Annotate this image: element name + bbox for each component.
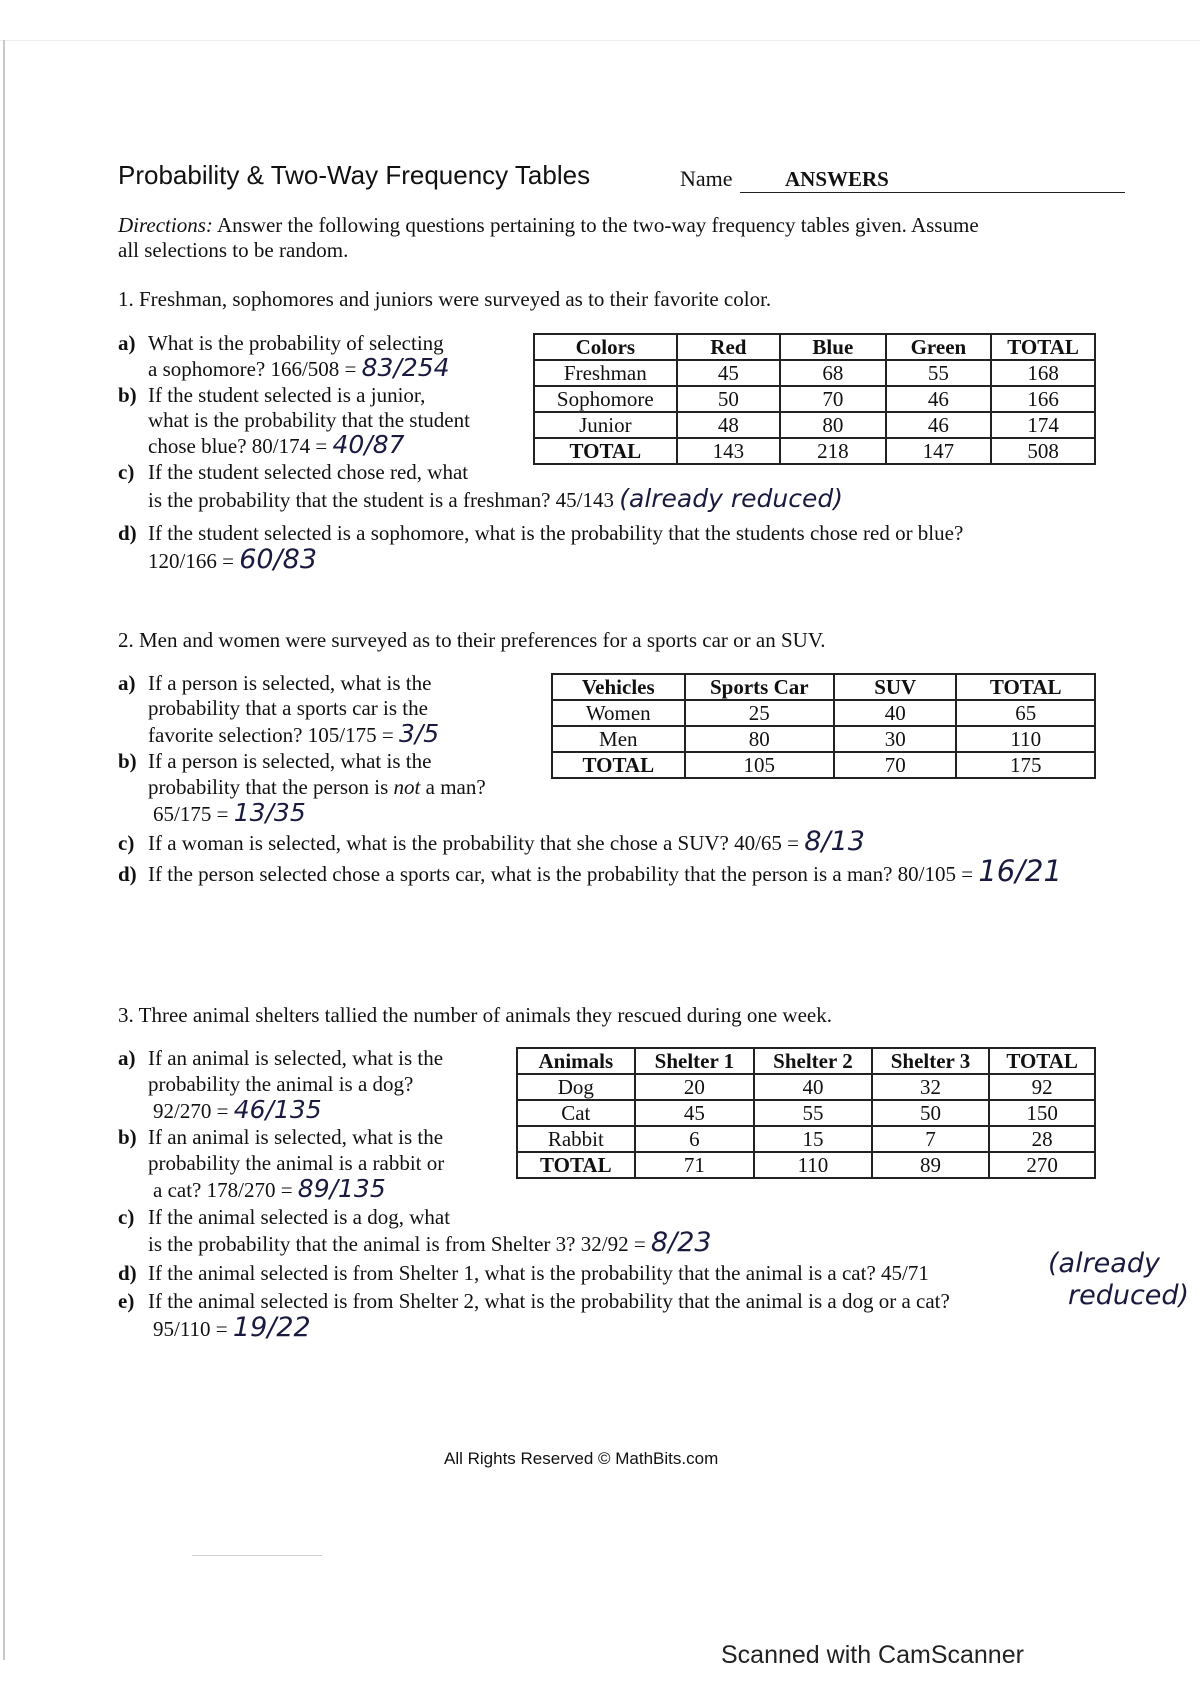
table-cell: 71 — [635, 1152, 755, 1178]
q3d-handwritten-answer-1: (already — [1048, 1248, 1160, 1279]
q2d-label: d) — [118, 862, 137, 886]
name-label: Name — [680, 166, 733, 191]
table-cell: 143 — [677, 438, 780, 464]
q1d-line-2 — [148, 544, 317, 575]
table-cell: 7 — [872, 1126, 990, 1152]
table-header-cell: TOTAL — [991, 334, 1095, 360]
table-cell: 20 — [635, 1074, 755, 1100]
table-header-cell: TOTAL — [956, 674, 1095, 700]
table-cell: 32 — [872, 1074, 990, 1100]
table-cell: 55 — [754, 1100, 872, 1126]
q2a-text-1: If a person is selected, what is the — [148, 671, 432, 695]
table-header-cell: SUV — [834, 674, 956, 700]
q3d-label: d) — [118, 1261, 137, 1285]
q3b-handwritten-answer: 89/135 — [297, 1174, 386, 1203]
q1d-text-1: If the student selected is a sophomore, what is the probability that the students chose red or blue? — [148, 521, 964, 545]
q2b-line-3 — [153, 800, 306, 827]
q3b-line-3 — [153, 1176, 386, 1203]
table-header-cell: Shelter 3 — [872, 1048, 990, 1074]
q3e-line-2 — [153, 1312, 311, 1343]
q2a-text-3: favorite selection? 105/175 = — [148, 723, 394, 747]
colors-table-body — [534, 334, 1095, 464]
worksheet-title: Probability & Two-Way Frequency Tables — [118, 160, 591, 190]
table-cell: 92 — [989, 1074, 1095, 1100]
table-cell: 30 — [834, 726, 956, 752]
q3b-label: b) — [118, 1125, 137, 1149]
animals-frequency-table — [516, 1047, 1096, 1179]
q2b-text-3: 65/175 = — [153, 802, 229, 826]
table-cell: TOTAL — [552, 752, 685, 778]
q3e-handwritten-answer: 19/22 — [232, 1312, 311, 1343]
table-row — [517, 1152, 1095, 1178]
table-cell: 45 — [677, 360, 780, 386]
table-cell: 55 — [886, 360, 992, 386]
table-cell: 46 — [886, 386, 992, 412]
q3a-text-3: 92/270 = — [153, 1099, 229, 1123]
q3c-label: c) — [118, 1205, 135, 1229]
q2a-line-3 — [148, 721, 439, 748]
table-row — [534, 386, 1095, 412]
q3-intro: 3. Three animal shelters tallied the number of animals they rescued during one week. — [118, 1003, 832, 1027]
q1a-line-2 — [148, 355, 450, 382]
table-header-row — [517, 1048, 1095, 1074]
table-cell: Cat — [517, 1100, 635, 1126]
q1d-text-2: 120/166 = — [148, 549, 234, 573]
table-cell: 68 — [780, 360, 885, 386]
q1a-text-1: What is the probability of selecting — [148, 331, 444, 355]
table-cell: 80 — [685, 726, 834, 752]
table-cell: Rabbit — [517, 1126, 635, 1152]
table-cell: 150 — [989, 1100, 1095, 1126]
q2a-line-2: probability that a sports car is the — [148, 696, 428, 720]
directions-line-1 — [118, 212, 979, 238]
vehicles-frequency-table — [551, 673, 1096, 779]
table-cell: 168 — [991, 360, 1095, 386]
q3e-text-1: If the animal selected is from Shelter 2, what is the probability that the animal is a dog or a cat? — [148, 1289, 950, 1313]
q1d-label: d) — [118, 521, 137, 545]
directions-label: Directions: — [118, 213, 213, 237]
q1b-line-1 — [118, 382, 425, 408]
table-cell: 50 — [872, 1100, 990, 1126]
colors-frequency-table — [533, 333, 1096, 465]
q1a-text-2: a sophomore? 166/508 = — [148, 357, 357, 381]
q2c-label: c) — [118, 831, 135, 855]
table-row — [517, 1074, 1095, 1100]
q1c-line-1 — [118, 459, 468, 485]
camscanner-watermark: Scanned with CamScanner — [721, 1641, 1024, 1669]
table-cell: 89 — [872, 1152, 990, 1178]
q1c-text-1: If the student selected chose red, what — [148, 460, 469, 484]
table-cell: 6 — [635, 1126, 755, 1152]
q1b-text-1: If the student selected is a junior, — [148, 383, 426, 407]
q1c-handwritten-answer: (already reduced) — [619, 484, 843, 513]
q2b-label: b) — [118, 749, 137, 773]
q1b-handwritten-answer: 40/87 — [332, 430, 405, 459]
table-cell: 174 — [991, 412, 1095, 438]
table-cell: 25 — [685, 700, 834, 726]
table-header-cell: Colors — [534, 334, 677, 360]
table-cell: 218 — [780, 438, 885, 464]
q1c-label: c) — [118, 460, 135, 484]
table-cell: 48 — [677, 412, 780, 438]
name-field: ANSWERS — [740, 166, 1125, 193]
q2d-line-1 — [118, 854, 1062, 888]
table-cell: TOTAL — [517, 1152, 635, 1178]
q2a-line-1 — [118, 670, 431, 696]
q1b-text-3: chose blue? 80/174 = — [148, 434, 328, 458]
q3e-label: e) — [118, 1289, 135, 1313]
q3d-line-1 — [118, 1260, 929, 1286]
table-cell: 80 — [780, 412, 885, 438]
scan-top-edge — [0, 40, 1200, 41]
table-cell: 166 — [991, 386, 1095, 412]
q2a-label: a) — [118, 671, 136, 695]
scan-smudge-line — [192, 1555, 322, 1556]
q3a-handwritten-answer: 46/135 — [233, 1095, 322, 1124]
q1b-line-2: what is the probability that the student — [148, 408, 470, 432]
q3c-text-2: is the probability that the animal is from Shelter 3? 32/92 = — [148, 1232, 646, 1256]
q2d-handwritten-answer: 16/21 — [978, 854, 1062, 888]
q3a-text-1: If an animal is selected, what is the — [148, 1046, 444, 1070]
table-header-cell: Vehicles — [552, 674, 685, 700]
table-header-row — [534, 334, 1095, 360]
q2a-handwritten-answer: 3/5 — [398, 719, 440, 748]
q1b-line-3 — [148, 432, 405, 459]
q3b-line-2: probability the animal is a rabbit or — [148, 1151, 445, 1175]
q2b-line-1 — [118, 748, 431, 774]
table-row — [517, 1100, 1095, 1126]
table-cell: 40 — [834, 700, 956, 726]
q3e-line-1 — [118, 1288, 950, 1314]
table-cell: Sophomore — [534, 386, 677, 412]
table-cell: 40 — [754, 1074, 872, 1100]
table-cell: 28 — [989, 1126, 1095, 1152]
table-header-cell: Animals — [517, 1048, 635, 1074]
table-cell: 15 — [754, 1126, 872, 1152]
q3a-line-3 — [153, 1097, 322, 1124]
q1c-text-2: is the probability that the student is a freshman? 45/143 — [148, 488, 614, 512]
table-header-cell: Shelter 2 — [754, 1048, 872, 1074]
table-cell: 110 — [956, 726, 1095, 752]
table-cell: 508 — [991, 438, 1095, 464]
q3c-handwritten-answer: 8/23 — [650, 1227, 712, 1258]
table-header-cell: Green — [886, 334, 992, 360]
table-cell: 110 — [754, 1152, 872, 1178]
q2b-line-2 — [148, 774, 486, 800]
q2b-handwritten-answer: 13/35 — [233, 798, 306, 827]
q1d-handwritten-answer: 60/83 — [239, 544, 317, 575]
q2b-text-2b: a man? — [420, 775, 486, 799]
table-row — [534, 438, 1095, 464]
q1-intro: 1. Freshman, sophomores and juniors were surveyed as to their favorite color. — [118, 287, 772, 311]
table-row — [552, 752, 1095, 778]
q3c-line-1 — [118, 1204, 450, 1230]
q1c-line-2 — [148, 486, 843, 513]
q3b-line-1 — [118, 1124, 443, 1150]
table-cell: 70 — [834, 752, 956, 778]
table-row — [534, 412, 1095, 438]
q3e-text-2: 95/110 = — [153, 1317, 228, 1341]
q2b-text-2a: probability that the person is — [148, 775, 394, 799]
table-header-cell: Blue — [780, 334, 885, 360]
q2c-line-1 — [118, 826, 865, 857]
table-header-cell: Red — [677, 334, 780, 360]
q3d-handwritten-answer-2: reduced) — [1068, 1280, 1190, 1311]
table-cell: 65 — [956, 700, 1095, 726]
vehicles-table-body — [552, 674, 1095, 778]
q3a-label: a) — [118, 1046, 136, 1070]
q3a-line-1 — [118, 1045, 443, 1071]
table-header-cell: Sports Car — [685, 674, 834, 700]
directions-text-1: Answer the following questions pertaining to the two-way frequency tables given. Assume — [216, 213, 979, 237]
directions-line-2: all selections to be random. — [118, 238, 349, 262]
q3c-line-2 — [148, 1227, 712, 1258]
table-cell: 70 — [780, 386, 885, 412]
q3b-text-1: If an animal is selected, what is the — [148, 1125, 444, 1149]
table-row — [552, 726, 1095, 752]
table-cell: 46 — [886, 412, 992, 438]
table-header-row — [552, 674, 1095, 700]
q1b-label: b) — [118, 383, 137, 407]
q2c-text-1: If a woman is selected, what is the probability that she chose a SUV? 40/65 = — [148, 831, 800, 855]
q1d-line-1 — [118, 520, 963, 546]
table-cell: 147 — [886, 438, 992, 464]
q2d-text-1: If the person selected chose a sports car, what is the probability that the person is a man? 80/105 = — [148, 862, 974, 886]
q2c-handwritten-answer: 8/13 — [804, 826, 865, 857]
table-cell: 50 — [677, 386, 780, 412]
q3a-line-2: probability the animal is a dog? — [148, 1072, 414, 1096]
table-row — [552, 700, 1095, 726]
table-cell: Men — [552, 726, 685, 752]
table-cell: 270 — [989, 1152, 1095, 1178]
q2-intro: 2. Men and women were surveyed as to their preferences for a sports car or an SUV. — [118, 628, 826, 652]
q3d-text-1: If the animal selected is from Shelter 1, what is the probability that the animal is a cat? 45/71 — [148, 1261, 929, 1285]
table-cell: Women — [552, 700, 685, 726]
table-cell: Dog — [517, 1074, 635, 1100]
table-cell: 45 — [635, 1100, 755, 1126]
table-header-cell: Shelter 1 — [635, 1048, 755, 1074]
table-cell: TOTAL — [534, 438, 677, 464]
animals-table-body — [517, 1048, 1095, 1178]
q1a-handwritten-answer: 83/254 — [361, 353, 450, 382]
table-header-cell: TOTAL — [989, 1048, 1095, 1074]
table-cell: 175 — [956, 752, 1095, 778]
table-row — [534, 360, 1095, 386]
scan-left-edge — [3, 40, 5, 1660]
table-row — [517, 1126, 1095, 1152]
q2b-emphasis: not — [393, 775, 421, 799]
q3c-text-1: If the animal selected is a dog, what — [148, 1205, 451, 1229]
table-cell: Freshman — [534, 360, 677, 386]
table-cell: 105 — [685, 752, 834, 778]
q3b-text-3: a cat? 178/270 = — [153, 1178, 293, 1202]
table-cell: Junior — [534, 412, 677, 438]
q2b-text-1: If a person is selected, what is the — [148, 749, 432, 773]
copyright-footer: All Rights Reserved © MathBits.com — [444, 1449, 719, 1468]
q1a-label: a) — [118, 331, 136, 355]
